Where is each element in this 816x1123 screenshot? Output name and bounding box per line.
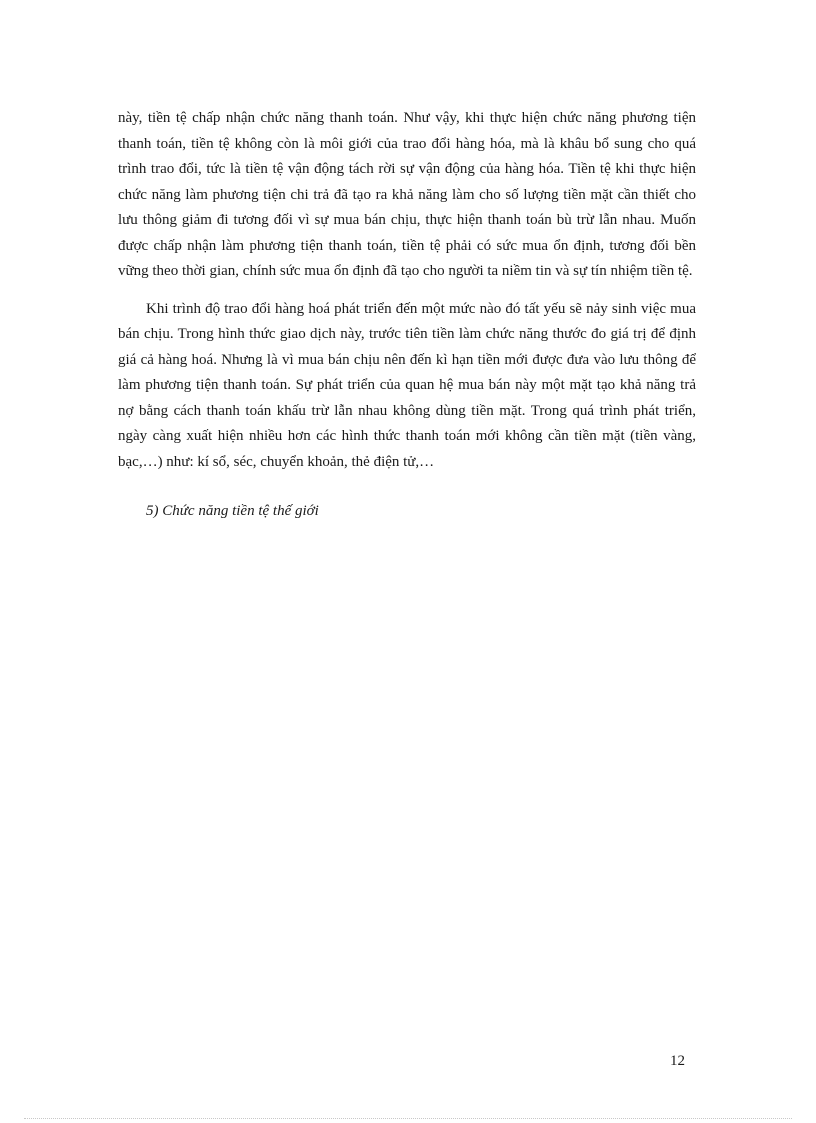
page-number: 12: [670, 1053, 685, 1069]
paragraph-payment-function: này, tiền tệ chấp nhận chức năng thanh toán. Như vậy, khi thực hiện chức năng phương tiện thanh toán, tiền tệ không còn là môi giới của trao đổi hàng hóa, mà là khâu bổ sung cho quá trình trao đổi, tức là tiền tệ vận động tách rời sự vận động của hàng hóa. Tiền tệ khi thực hiện chức năng làm phương tiện chi trả đã tạo ra khả năng làm cho số lượng tiền mặt cần thiết cho lưu thông giảm đi tương đối vì sự mua bán chịu, thực hiện thanh toán bù trừ lẫn nhau. Muốn được chấp nhận làm phương tiện thanh toán, tiền tệ phải có sức mua ổn định, tương đối bền vững theo thời gian, chính sức mua ổn định đã tạo cho người ta niềm tin và sự tín nhiệm tiền tệ.: [118, 110, 696, 279]
section-heading-world-money: 5) Chức năng tiền tệ thế giới: [146, 503, 319, 519]
page-content: [118, 106, 696, 524]
paragraph-credit-sales: Khi trình độ trao đổi hàng hoá phát triển đến một mức nào đó tất yếu sẽ nảy sinh việc mua bán chịu. Trong hình thức giao dịch này, trước tiên tiền làm chức năng thước đo giá trị để định giá cả hàng hoá. Nhưng là vì mua bán chịu nên đến kì hạn tiền mới được đưa vào lưu thông để làm phương tiện thanh toán. Sự phát triển của quan hệ mua bán này một mặt tạo khả năng trả nợ bằng cách thanh toán khấu trừ lẫn nhau không dùng tiền mặt. Trong quá trình phát triển, ngày càng xuất hiện nhiều hơn các hình thức thanh toán mới không cần tiền mặt (tiền vàng, bạc,…) như: kí sổ, séc, chuyển khoản, thẻ điện tử,…: [118, 300, 696, 470]
footer-divider: [24, 1118, 792, 1119]
